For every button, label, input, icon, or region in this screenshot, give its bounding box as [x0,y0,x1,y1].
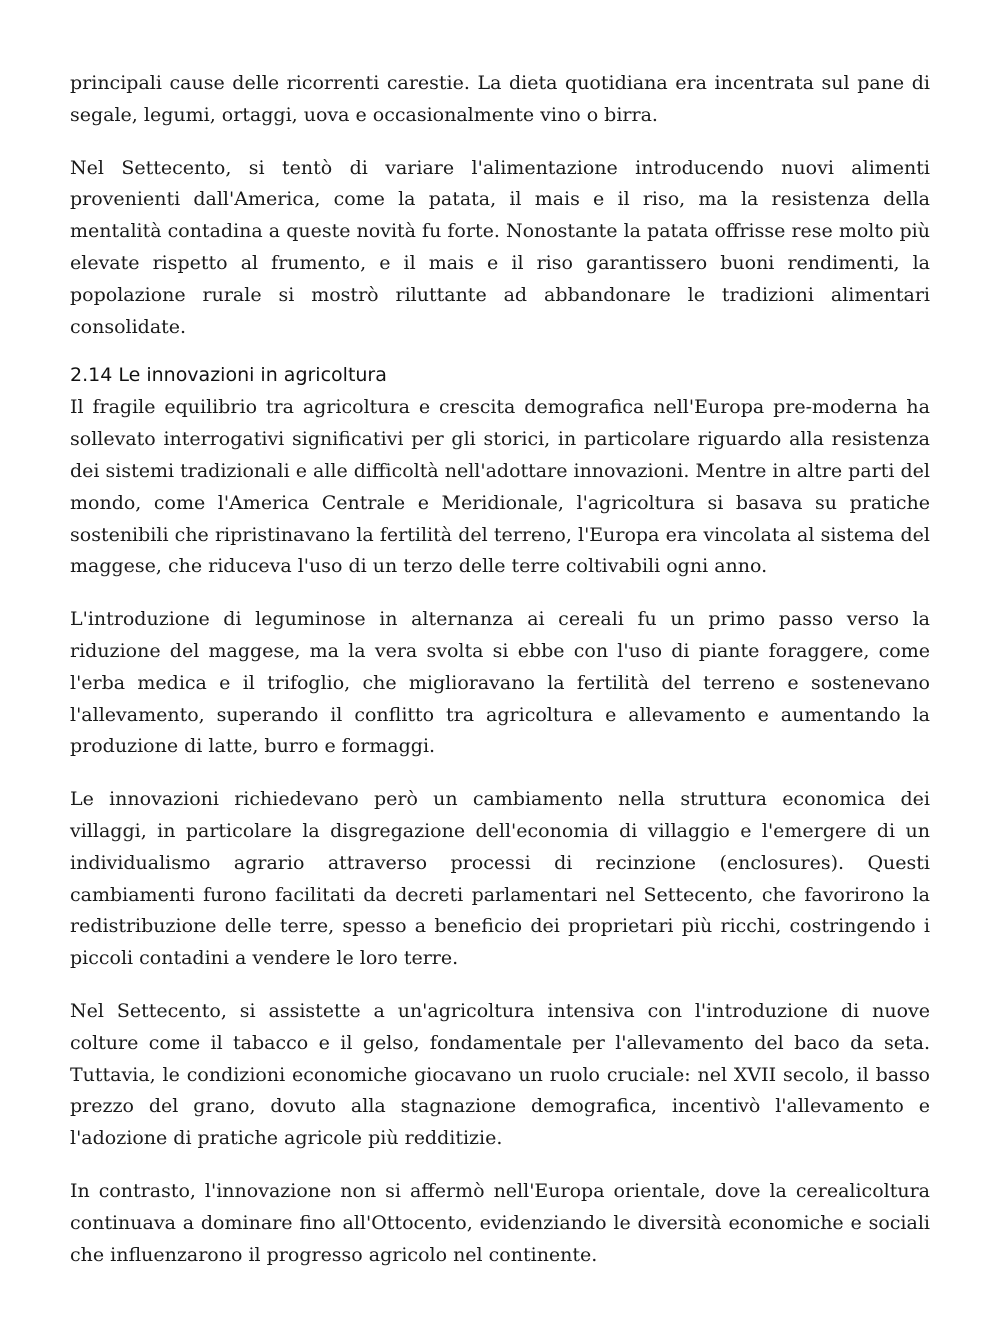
paragraph-fragile-equilibrium: Il fragile equilibrio tra agricoltura e crescita demografica nell'Europa pre-moderna ha sollevato interrogativi significativi per gli storici, in particolare riguardo alla resistenza dei sistemi tradizionali e alle difficoltà nell'adottare innovazioni. Mentre in altre parti del mondo, come l'America Centrale e Meridionale, l'agricoltura si basava su pratiche sostenibili che ripristinavano la fertilità del terreno, l'Europa era vincolata al sistema del maggese, che riduceva l'uso di un terzo delle terre coltivabili ogni anno. [70,396,930,578]
paragraph-new-foods: Nel Settecento, si tentò di variare l'alimentazione introducendo nuovi alimenti provenienti dall'America, come la patata, il mais e il riso, ma la resistenza della mentalità contadina a queste novità fu forte. Nonostante la patata offrisse rese molto più elevate rispetto al frumento, e il mais e il riso garantissero buoni rendimenti, la popolazione rurale si mostrò riluttante ad abbandonare le tradizioni alimentari consolidate. [70,156,930,338]
section-heading: 2.14 Le innovazioni in agricoltura [70,364,387,387]
paragraph-legumes: L'introduzione di leguminose in alternanza ai cereali fu un primo passo verso la riduzione del maggese, ma la vera svolta si ebbe con l'uso di piante foraggere, come l'erba medica e il trifoglio, che miglioravano la fertilità del terreno e sostenevano l'allevamento, superando il conflitto tra agricoltura e allevamento e aumentando la produzione di latte, burro e formaggi. [70,608,930,758]
paragraph-enclosures: Le innovazioni richiedevano però un cambiamento nella struttura economica dei villaggi, in particolare la disgregazione dell'economia di villaggio e l'emergere di un individualismo agrario attraverso processi di recinzione (enclosures). Questi cambiamenti furono facilitati da decreti parlamentari nel Settecento, che favorirono la redistribuzione delle terre, spesso a beneficio dei proprietari più ricchi, costringendo i piccoli contadini a vendere le loro terre. [70,788,930,970]
paragraph-intensive-agriculture: Nel Settecento, si assistette a un'agricoltura intensiva con l'introduzione di nuove colture come il tabacco e il gelso, fondamentale per l'allevamento del baco da seta. Tuttavia, le condizioni economiche giocavano un ruolo cruciale: nel XVII secolo, il basso prezzo del grano, dovuto alla stagnazione demografica, incentivò l'allevamento e l'adozione di pratiche agricole più redditizie. [70,999,930,1150]
paragraph-continued: principali cause delle ricorrenti carestie. La dieta quotidiana era incentrata sul pane di segale, legumi, ortaggi, uova e occasionalmente vino o birra. [70,72,930,126]
paragraph-eastern-europe: In contrasto, l'innovazione non si affermò nell'Europa orientale, dove la cerealicoltura continuava a dominare fino all'Ottocento, evidenziando le diversità economiche e sociali che influenzarono il progresso agricolo nel continente. [70,1179,930,1266]
document-page [70,68,930,1292]
